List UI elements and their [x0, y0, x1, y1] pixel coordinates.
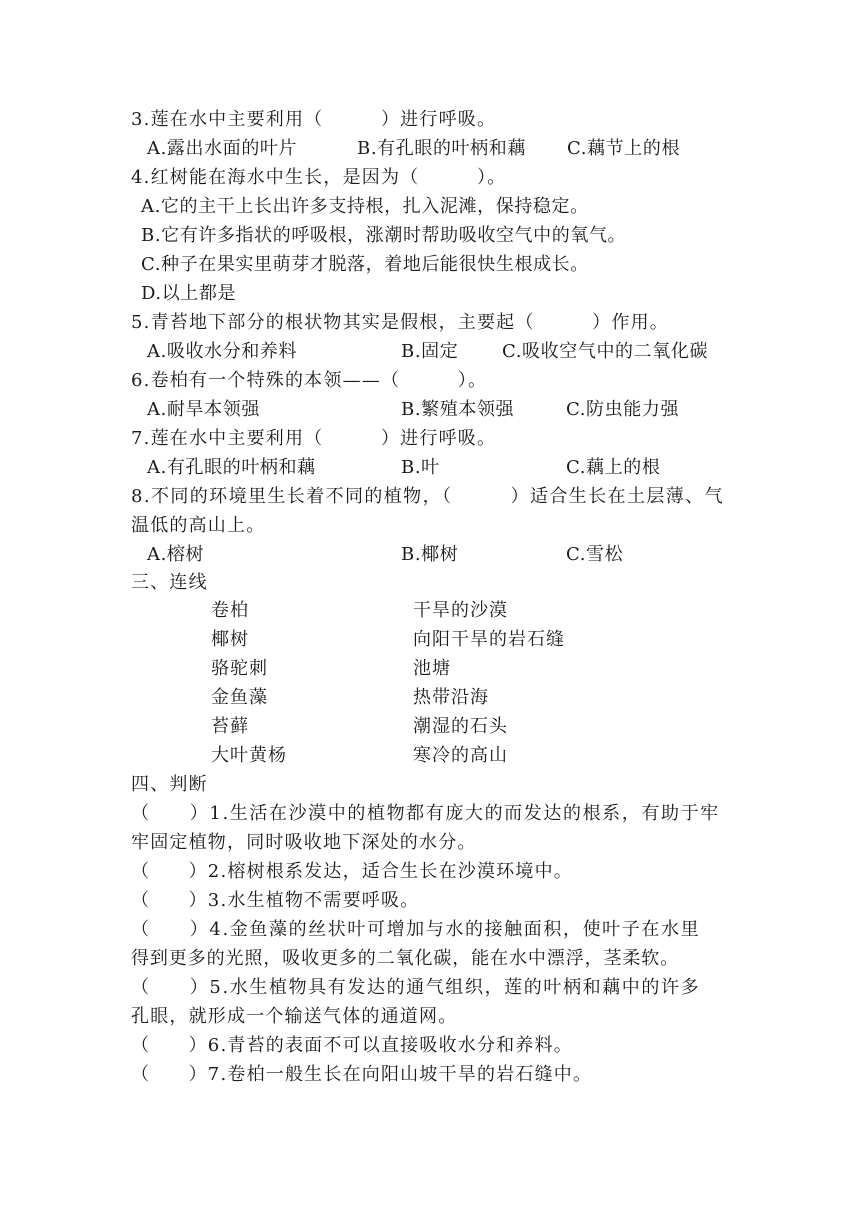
question-7-option-c: C.藕上的根	[566, 457, 661, 478]
matching-right-item: 池塘	[413, 658, 451, 679]
question-7-option-a: A.有孔眼的叶柄和藕	[147, 457, 316, 478]
matching-left-item: 金鱼藻	[211, 687, 268, 708]
section-heading-judge: 四、判断	[131, 774, 208, 795]
judge-line: （ ）7.卷柏一般生长在向阳山坡干旱的岩石缝中。	[131, 1064, 593, 1085]
question-8-stem-line-1: 8.不同的环境里生长着不同的植物，（ ）适合生长在土层薄、气	[131, 486, 724, 507]
question-4-stem: 4.红树能在海水中生长，是因为（ ）。	[131, 167, 507, 188]
question-7-option-b: B.叶	[401, 457, 440, 478]
judge-line: （ ）3.水生植物不需要呼吸。	[131, 890, 420, 911]
question-8-stem-line-2: 温低的高山上。	[131, 515, 266, 536]
question-4-option-a: A.它的主干上长出许多支持根，扎入泥滩，保持稳定。	[141, 196, 589, 217]
matching-left-item: 大叶黄杨	[211, 745, 287, 766]
judge-line: 牢固定植物，同时吸收地下深处的水分。	[131, 832, 477, 853]
question-4-option-d: D.以上都是	[141, 283, 237, 304]
question-8-option-a: A.榕树	[147, 544, 205, 565]
matching-right-item: 热带沿海	[413, 687, 489, 708]
matching-left-item: 苔藓	[211, 716, 249, 737]
judge-line: 孔眼，就形成一个输送气体的通道网。	[131, 1006, 458, 1027]
matching-left-item: 卷柏	[211, 600, 249, 621]
question-6-option-b: B.繁殖本领强	[401, 399, 515, 420]
question-3-option-a: A.露出水面的叶片	[147, 138, 298, 159]
question-6-option-a: A.耐旱本领强	[147, 399, 260, 420]
question-3-option-c: C.藕节上的根	[567, 138, 681, 159]
matching-right-item: 干旱的沙漠	[413, 600, 508, 621]
judge-line: （ ）2.榕树根系发达，适合生长在沙漠环境中。	[131, 861, 573, 882]
question-5-option-b: B.固定	[401, 341, 459, 362]
question-5-stem: 5.青苔地下部分的根状物其实是假根，主要起（ ）作用。	[131, 312, 669, 333]
judge-line: （ ）4.金鱼藻的丝状叶可增加与水的接触面积，使叶子在水里	[131, 919, 701, 940]
matching-right-item: 潮湿的石头	[413, 716, 508, 737]
question-8-option-c: C.雪松	[566, 544, 624, 565]
question-7-stem: 7.莲在水中主要利用（ ）进行呼吸。	[131, 428, 497, 449]
matching-left-item: 骆驼刺	[211, 658, 268, 679]
question-6-stem: 6.卷柏有一个特殊的本领——（ ）。	[131, 370, 488, 391]
question-5-option-c: C.吸收空气中的二氧化碳	[502, 341, 709, 362]
question-3-option-b: B.有孔眼的叶柄和藕	[357, 138, 526, 159]
judge-line: （ ）6.青苔的表面不可以直接吸收水分和养料。	[131, 1035, 573, 1056]
matching-right-item: 向阳干旱的岩石缝	[413, 629, 565, 650]
matching-left-item: 椰树	[211, 629, 249, 650]
question-4-option-c: C.种子在果实里萌芽才脱落，着地后能很快生根成长。	[141, 254, 589, 275]
question-8-option-b: B.椰树	[401, 544, 459, 565]
question-6-option-c: C.防虫能力强	[566, 399, 680, 420]
question-4-option-b: B.它有许多指状的呼吸根，涨潮时帮助吸收空气中的氧气。	[141, 225, 627, 246]
section-heading-matching: 三、连线	[131, 572, 208, 593]
judge-line: （ ）5.水生植物具有发达的通气组织，莲的叶柄和藕中的许多	[131, 977, 701, 998]
question-3-stem: 3.莲在水中主要利用（ ）进行呼吸。	[131, 109, 497, 130]
judge-line: （ ）1.生活在沙漠中的植物都有庞大的而发达的根系，有助于牢	[131, 803, 720, 824]
matching-right-item: 寒冷的高山	[413, 745, 508, 766]
question-5-option-a: A.吸收水分和养料	[147, 341, 298, 362]
judge-line: 得到更多的光照，吸收更多的二氧化碳，能在水中漂浮，茎柔软。	[131, 948, 680, 969]
